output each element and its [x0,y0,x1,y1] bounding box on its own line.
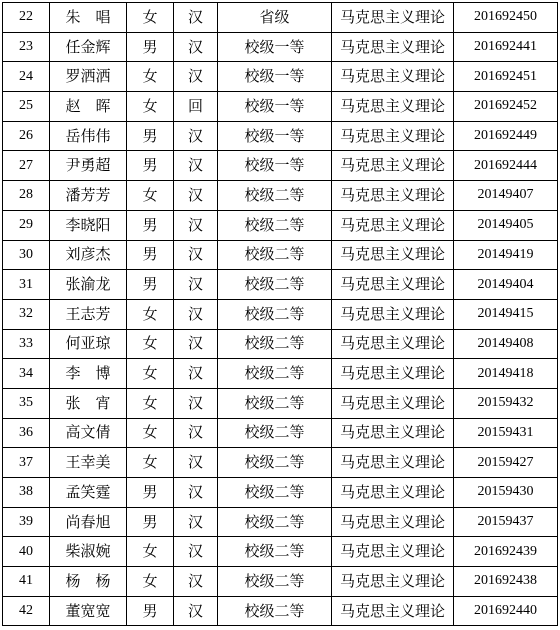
student-id-cell: 201692452 [454,92,558,122]
major-cell: 马克思主义理论 [332,270,454,300]
gender-cell: 女 [127,3,174,33]
table-row [3,418,558,448]
table-row [3,210,558,240]
major-cell: 马克思主义理论 [332,121,454,151]
serial-number-cell: 35 [3,388,50,418]
serial-number-cell: 41 [3,567,50,597]
student-id-cell: 20149404 [454,270,558,300]
ethnicity-cell: 汉 [174,210,218,240]
serial-number-cell: 37 [3,448,50,478]
table-row [3,32,558,62]
table-body [3,3,558,626]
gender-cell: 女 [127,299,174,329]
table-row [3,359,558,389]
student-id-cell: 20159430 [454,478,558,508]
student-id-cell: 20149405 [454,210,558,240]
major-cell: 马克思主义理论 [332,478,454,508]
student-name-cell: 何亚琼 [50,329,127,359]
student-id-cell: 201692451 [454,62,558,92]
student-name-cell: 刘彦杰 [50,240,127,270]
student-name-cell: 朱 唱 [50,3,127,33]
serial-number-cell: 30 [3,240,50,270]
table-row [3,3,558,33]
serial-number-cell: 39 [3,507,50,537]
serial-number-cell: 31 [3,270,50,300]
student-name-cell: 柴淑婉 [50,537,127,567]
gender-cell: 男 [127,507,174,537]
ethnicity-cell: 汉 [174,151,218,181]
gender-cell: 女 [127,567,174,597]
student-award-table [2,2,558,626]
table-row [3,567,558,597]
table-row [3,478,558,508]
student-id-cell: 201692440 [454,596,558,626]
major-cell: 马克思主义理论 [332,388,454,418]
serial-number-cell: 36 [3,418,50,448]
student-id-cell: 201692438 [454,567,558,597]
major-cell: 马克思主义理论 [332,181,454,211]
student-name-cell: 董宽宽 [50,596,127,626]
table-row [3,121,558,151]
gender-cell: 女 [127,448,174,478]
award-level-cell: 校级二等 [218,478,332,508]
student-id-cell: 20159431 [454,418,558,448]
major-cell: 马克思主义理论 [332,62,454,92]
award-level-cell: 校级二等 [218,388,332,418]
serial-number-cell: 29 [3,210,50,240]
serial-number-cell: 25 [3,92,50,122]
table-row [3,270,558,300]
table-row [3,388,558,418]
student-id-cell: 201692441 [454,32,558,62]
student-name-cell: 张渝龙 [50,270,127,300]
gender-cell: 男 [127,121,174,151]
student-id-cell: 20149415 [454,299,558,329]
major-cell: 马克思主义理论 [332,329,454,359]
ethnicity-cell: 汉 [174,3,218,33]
student-name-cell: 高文倩 [50,418,127,448]
major-cell: 马克思主义理论 [332,151,454,181]
award-level-cell: 校级二等 [218,270,332,300]
major-cell: 马克思主义理论 [332,359,454,389]
ethnicity-cell: 汉 [174,596,218,626]
student-name-cell: 李 博 [50,359,127,389]
award-level-cell: 校级一等 [218,151,332,181]
award-level-cell: 校级一等 [218,62,332,92]
ethnicity-cell: 汉 [174,537,218,567]
gender-cell: 女 [127,418,174,448]
student-name-cell: 杨 杨 [50,567,127,597]
major-cell: 马克思主义理论 [332,92,454,122]
major-cell: 马克思主义理论 [332,299,454,329]
ethnicity-cell: 汉 [174,240,218,270]
ethnicity-cell: 汉 [174,121,218,151]
gender-cell: 男 [127,151,174,181]
gender-cell: 女 [127,388,174,418]
award-level-cell: 校级二等 [218,537,332,567]
student-name-cell: 岳伟伟 [50,121,127,151]
student-name-cell: 尹勇超 [50,151,127,181]
serial-number-cell: 22 [3,3,50,33]
serial-number-cell: 32 [3,299,50,329]
serial-number-cell: 33 [3,329,50,359]
student-id-cell: 20149407 [454,181,558,211]
student-name-cell: 张 宵 [50,388,127,418]
major-cell: 马克思主义理论 [332,596,454,626]
gender-cell: 女 [127,329,174,359]
award-level-cell: 校级二等 [218,448,332,478]
student-name-cell: 任金辉 [50,32,127,62]
student-id-cell: 201692449 [454,121,558,151]
ethnicity-cell: 汉 [174,181,218,211]
student-id-cell: 201692450 [454,3,558,33]
ethnicity-cell: 汉 [174,478,218,508]
table-row [3,299,558,329]
major-cell: 马克思主义理论 [332,537,454,567]
major-cell: 马克思主义理论 [332,210,454,240]
serial-number-cell: 34 [3,359,50,389]
gender-cell: 女 [127,181,174,211]
student-id-cell: 201692444 [454,151,558,181]
serial-number-cell: 27 [3,151,50,181]
student-id-cell: 20149418 [454,359,558,389]
table-row [3,181,558,211]
student-name-cell: 王志芳 [50,299,127,329]
major-cell: 马克思主义理论 [332,418,454,448]
award-level-cell: 省级 [218,3,332,33]
ethnicity-cell: 汉 [174,62,218,92]
ethnicity-cell: 汉 [174,507,218,537]
student-name-cell: 孟笑霆 [50,478,127,508]
serial-number-cell: 28 [3,181,50,211]
gender-cell: 男 [127,596,174,626]
major-cell: 马克思主义理论 [332,507,454,537]
serial-number-cell: 38 [3,478,50,508]
major-cell: 马克思主义理论 [332,32,454,62]
ethnicity-cell: 汉 [174,448,218,478]
gender-cell: 女 [127,537,174,567]
award-level-cell: 校级二等 [218,507,332,537]
table-row [3,240,558,270]
ethnicity-cell: 汉 [174,418,218,448]
gender-cell: 男 [127,210,174,240]
ethnicity-cell: 汉 [174,329,218,359]
ethnicity-cell: 汉 [174,359,218,389]
table-row [3,151,558,181]
student-name-cell: 赵 晖 [50,92,127,122]
award-level-cell: 校级一等 [218,32,332,62]
gender-cell: 女 [127,359,174,389]
student-id-cell: 20149419 [454,240,558,270]
table-row [3,92,558,122]
award-level-cell: 校级二等 [218,359,332,389]
serial-number-cell: 24 [3,62,50,92]
award-level-cell: 校级二等 [218,596,332,626]
ethnicity-cell: 回 [174,92,218,122]
award-level-cell: 校级二等 [218,210,332,240]
ethnicity-cell: 汉 [174,32,218,62]
award-level-cell: 校级二等 [218,299,332,329]
gender-cell: 男 [127,240,174,270]
table-row [3,62,558,92]
award-level-cell: 校级一等 [218,121,332,151]
student-name-cell: 尚春旭 [50,507,127,537]
major-cell: 马克思主义理论 [332,3,454,33]
award-level-cell: 校级一等 [218,92,332,122]
ethnicity-cell: 汉 [174,567,218,597]
gender-cell: 男 [127,32,174,62]
serial-number-cell: 23 [3,32,50,62]
student-name-cell: 王幸美 [50,448,127,478]
table-row [3,507,558,537]
major-cell: 马克思主义理论 [332,448,454,478]
gender-cell: 女 [127,62,174,92]
student-name-cell: 罗洒洒 [50,62,127,92]
serial-number-cell: 42 [3,596,50,626]
award-level-cell: 校级二等 [218,418,332,448]
table-row [3,329,558,359]
student-name-cell: 李晓阳 [50,210,127,240]
table-row [3,448,558,478]
student-id-cell: 20159432 [454,388,558,418]
gender-cell: 男 [127,270,174,300]
award-level-cell: 校级二等 [218,181,332,211]
major-cell: 马克思主义理论 [332,567,454,597]
award-level-cell: 校级二等 [218,329,332,359]
ethnicity-cell: 汉 [174,299,218,329]
award-level-cell: 校级二等 [218,567,332,597]
ethnicity-cell: 汉 [174,270,218,300]
ethnicity-cell: 汉 [174,388,218,418]
award-level-cell: 校级二等 [218,240,332,270]
student-id-cell: 20149408 [454,329,558,359]
student-id-cell: 20159437 [454,507,558,537]
serial-number-cell: 40 [3,537,50,567]
student-id-cell: 201692439 [454,537,558,567]
serial-number-cell: 26 [3,121,50,151]
student-name-cell: 潘芳芳 [50,181,127,211]
major-cell: 马克思主义理论 [332,240,454,270]
table-row [3,537,558,567]
table-row [3,596,558,626]
gender-cell: 男 [127,478,174,508]
student-id-cell: 20159427 [454,448,558,478]
gender-cell: 女 [127,92,174,122]
